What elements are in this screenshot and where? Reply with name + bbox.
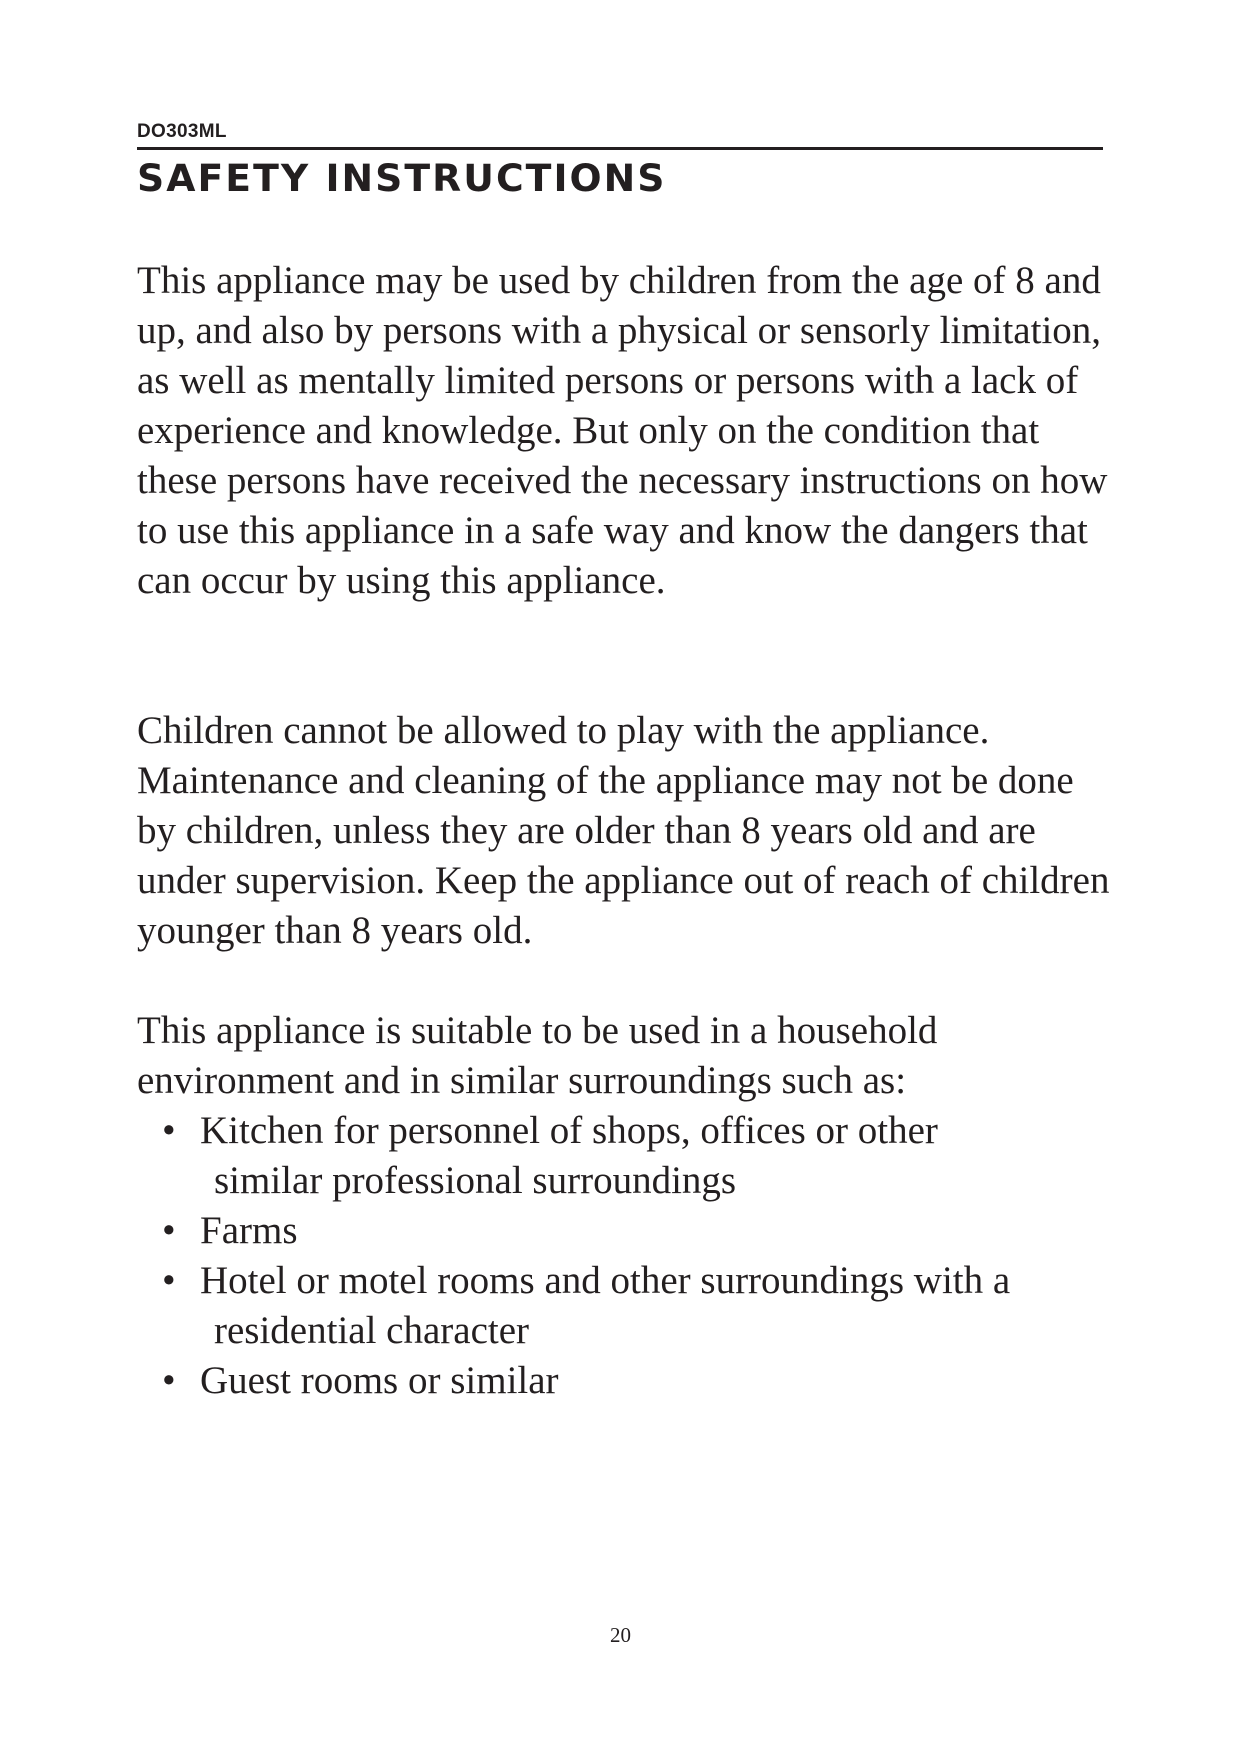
list-item-text-continued: similar professional surroundings (214, 1159, 737, 1202)
environment-list (137, 1106, 1117, 1406)
list-item (137, 1356, 1117, 1406)
list-item (137, 1256, 1117, 1356)
bullet-icon: • (162, 1209, 176, 1252)
header-divider (137, 147, 1103, 150)
list-item-text: Hotel or motel rooms and other surroundings with a (200, 1259, 1011, 1302)
paragraph-age-and-limitations: This appliance may be used by children from the age of 8 and up, and also by persons with a physical or sensorly limitation, as well as mentally limited persons or persons with a lack of experience and knowledge. But only on the condition that these persons have received the necessary instructions on how to use this appliance in a safe way and know the dangers that can occur by using this appliance. (137, 259, 1108, 602)
list-item (137, 1106, 1117, 1206)
paragraph-suitable-environments: This appliance is suitable to be used in a household environment and in similar surroundings such as: (137, 1009, 938, 1102)
paragraph-children-supervision: Children cannot be allowed to play with the appliance. Maintenance and cleaning of the appliance may not be done by children, unless they are older than 8 years old and are under supervision. Keep the appliance out of reach of children younger than 8 years old. (137, 709, 1110, 952)
list-item (137, 1206, 1117, 1256)
list-item-text: Guest rooms or similar (200, 1359, 559, 1402)
bullet-icon: • (162, 1259, 176, 1302)
list-item-text: Kitchen for personnel of shops, offices or other (200, 1109, 938, 1152)
model-code: DO303ML (137, 121, 227, 142)
list-item-text-continued: residential character (214, 1309, 530, 1352)
page-title: SAFETY INSTRUCTIONS (137, 157, 667, 200)
bullet-icon: • (162, 1109, 176, 1152)
bullet-icon: • (162, 1359, 176, 1402)
list-item-text: Farms (200, 1209, 298, 1252)
page-number: 20 (610, 1623, 631, 1647)
